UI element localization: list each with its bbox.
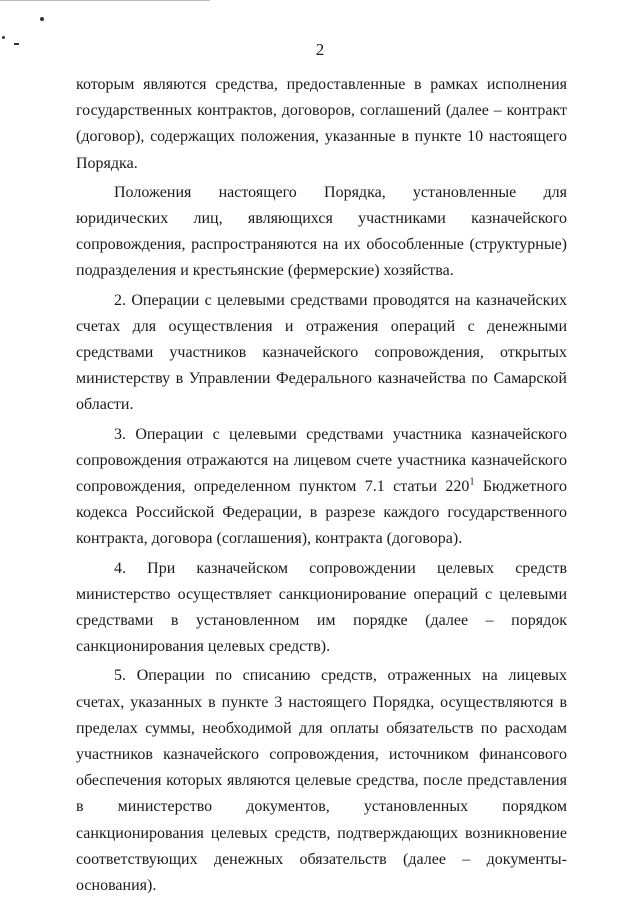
paragraph-continuation: которым являются средства, предоставленные в рамках исполнения государственных контрактов, договоров, соглашений (далее – контракт (договор), содержащих положения, указанные в пункте 10 настоящего Порядка. <box>76 76 567 172</box>
page-number: 2 <box>315 40 325 59</box>
paragraph-clause-2: 2. Операции с целевыми средствами проводятся на казначейских счетах для осуществления и отражения операций с денежными средствами участников казначейского сопровождения, открытых министерству в Управлении Федерального казначейства по Самарской области. <box>76 291 567 414</box>
paragraph-applicability: Положения настоящего Порядка, установленные для юридических лиц, являющихся участниками казначейского сопровождения, распространяются на их обособленные (структурные) подразделения и крестьянские (фермерские) хозяйства. <box>76 183 567 280</box>
paragraph-clause-5: 5. Операции по списанию средств, отраженных на лицевых счетах, указанных в пункте 3 настоящего Порядка, осуществляются в пределах суммы, необходимой для оплаты обязательств по расходам участников казначейского сопровождения, источником финансового обеспечения которых являются целевые средства, после представления в министерство документов, установленных порядком санкционирования целевых средств, подтверждающих возникновение соответствующих денежных обязательств (далее – документы-основания). <box>76 667 567 895</box>
clause-3-superscript: 1 <box>469 476 475 488</box>
paragraph-clause-4: 4. При казначейском сопровождении целевых средств министерство осуществляет санкционирование операций с целевыми средствами в установленном им порядке (далее – порядок санкционирования целевых средств). <box>76 559 567 656</box>
scan-artifact-dot <box>40 17 44 21</box>
document-body <box>76 72 567 902</box>
scan-artifact-dot <box>2 36 5 39</box>
clause-3-text: 3. Операции с целевыми средствами участника казначейского сопровождения отражаются на лицевом счете участника казначейского сопровождения, определенном пунктом 7.1 статьи 220 <box>76 425 567 496</box>
clause-3-text-end: Бюджетного кодекса Российской Федерации, в разрезе каждого государственного контракта, договора (соглашения), контракта (договора). <box>76 478 567 548</box>
scan-artifact-edge-line <box>0 0 210 1</box>
paragraph-clause-3 <box>76 422 567 553</box>
